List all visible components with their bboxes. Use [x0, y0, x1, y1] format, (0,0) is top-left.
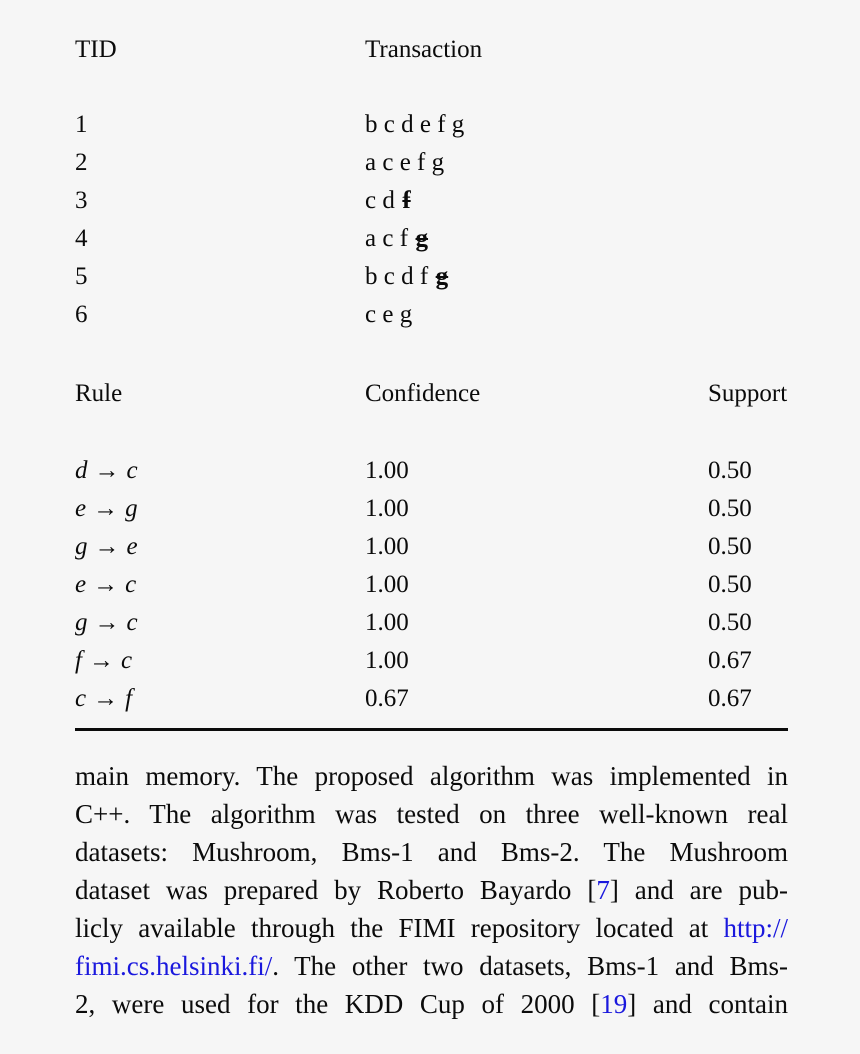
rule-cell [75, 457, 365, 485]
support-cell: 0.50 [708, 571, 752, 598]
rules-table-header [75, 380, 788, 408]
paragraph-line [75, 833, 788, 871]
rule-cell [75, 647, 365, 675]
text-segment: ] and are pub- [609, 875, 788, 905]
tid-cell: 6 [75, 301, 88, 328]
transaction-items: b c d e f g [365, 111, 465, 138]
text-segment: . The other two datasets, Bms-1 and Bms- [272, 951, 788, 981]
tid-cell: 2 [75, 149, 88, 176]
rule-cell [75, 685, 365, 713]
arrow-icon: → [94, 609, 120, 636]
arrow-icon: → [93, 495, 119, 522]
arrow-icon: → [88, 647, 114, 674]
body-paragraph [75, 757, 788, 1023]
paragraph-line [75, 757, 788, 795]
rule-consequent: c [126, 457, 138, 484]
text-segment: main memory. The proposed algorithm was implemented in [75, 761, 788, 791]
confidence-cell: 1.00 [365, 495, 409, 522]
tid-cell: 3 [75, 187, 88, 214]
rule-cell [75, 533, 365, 561]
transaction-struck-item: g [415, 225, 429, 252]
transaction-table-body [75, 106, 788, 334]
paragraph-line [75, 795, 788, 833]
support-cell: 0.67 [708, 685, 752, 712]
transaction-items: c e g [365, 301, 413, 328]
transaction-struck-item: g [435, 263, 449, 290]
rule-consequent: f [125, 685, 133, 712]
confidence-cell: 1.00 [365, 533, 409, 560]
transaction-cell [365, 187, 788, 215]
text-segment: C++. The algorithm was tested on three well-known real [75, 799, 788, 829]
confidence-cell: 1.00 [365, 647, 409, 674]
transaction-row [75, 182, 788, 220]
rule-consequent: e [126, 533, 138, 560]
transaction-header: Transaction [365, 36, 483, 63]
rule-consequent: c [120, 647, 133, 674]
support-cell: 0.50 [708, 609, 752, 636]
transaction-cell [365, 111, 788, 139]
rule-antecedent: f [75, 647, 82, 674]
support-cell: 0.50 [708, 457, 752, 484]
text-segment: 2, were used for the KDD Cup of 2000 [ [75, 989, 601, 1019]
transaction-items: a c e f g [365, 149, 445, 176]
rule-cell [75, 495, 365, 523]
citation-19[interactable]: 19 [600, 989, 628, 1019]
paragraph-line [75, 985, 788, 1023]
text-segment: dataset was prepared by Roberto Bayardo [ [75, 875, 597, 905]
text-segment: ] and contain [627, 989, 788, 1019]
rule-row [75, 528, 788, 566]
transaction-row [75, 220, 788, 258]
transaction-items: a c f [365, 225, 409, 252]
transaction-row [75, 106, 788, 144]
citation-7[interactable]: 7 [596, 875, 610, 905]
rule-consequent: c [125, 571, 137, 598]
confidence-cell: 1.00 [365, 609, 409, 636]
confidence-cell: 0.67 [365, 685, 409, 712]
transaction-items: b c d f [365, 263, 429, 290]
transaction-struck-item: f [402, 187, 411, 214]
arrow-icon: → [94, 457, 120, 484]
link-fimi-domain[interactable]: fimi.cs.helsinki.fi/ [75, 951, 273, 981]
support-cell: 0.50 [708, 533, 752, 560]
rule-consequent: c [126, 609, 138, 636]
rule-header: Rule [75, 380, 123, 407]
rule-cell [75, 609, 365, 637]
text-segment: datasets: Mushroom, Bms-1 and Bms-2. The Mushroom [75, 837, 788, 867]
rule-row [75, 642, 788, 680]
rule-antecedent: d [75, 457, 88, 484]
support-cell: 0.67 [708, 647, 752, 674]
paragraph-line [75, 871, 788, 909]
rule-row [75, 604, 788, 642]
transaction-row [75, 258, 788, 296]
transaction-items: c d [365, 187, 395, 214]
arrow-icon: → [94, 533, 120, 560]
transaction-row [75, 296, 788, 334]
rule-consequent: g [125, 495, 138, 522]
transaction-table-header [75, 36, 788, 64]
rule-row [75, 452, 788, 490]
rules-table-body [75, 452, 788, 718]
text-segment: licly available through the FIMI repository located at [75, 913, 724, 943]
rule-row [75, 566, 788, 604]
tid-cell: 1 [75, 111, 88, 138]
paragraph-line [75, 947, 788, 985]
rule-row [75, 490, 788, 528]
arrow-icon: → [93, 685, 119, 712]
transaction-cell [365, 225, 788, 253]
confidence-header: Confidence [365, 380, 481, 407]
paragraph-line [75, 909, 788, 947]
table-divider [75, 728, 788, 731]
tid-cell: 4 [75, 225, 88, 252]
confidence-cell: 1.00 [365, 571, 409, 598]
rule-antecedent: e [75, 571, 87, 598]
tid-cell: 5 [75, 263, 88, 290]
rule-cell [75, 571, 365, 599]
confidence-cell: 1.00 [365, 457, 409, 484]
transaction-cell [365, 263, 788, 291]
tid-header: TID [75, 36, 117, 63]
rule-antecedent: c [75, 685, 87, 712]
rule-antecedent: g [75, 609, 88, 636]
link-fimi-protocol[interactable]: http:// [723, 913, 788, 943]
support-header: Support [708, 380, 788, 407]
rule-antecedent: e [75, 495, 87, 522]
transaction-cell [365, 149, 788, 177]
rule-antecedent: g [75, 533, 88, 560]
arrow-icon: → [93, 571, 119, 598]
transaction-cell [365, 301, 788, 329]
support-cell: 0.50 [708, 495, 752, 522]
transaction-row [75, 144, 788, 182]
rule-row [75, 680, 788, 718]
